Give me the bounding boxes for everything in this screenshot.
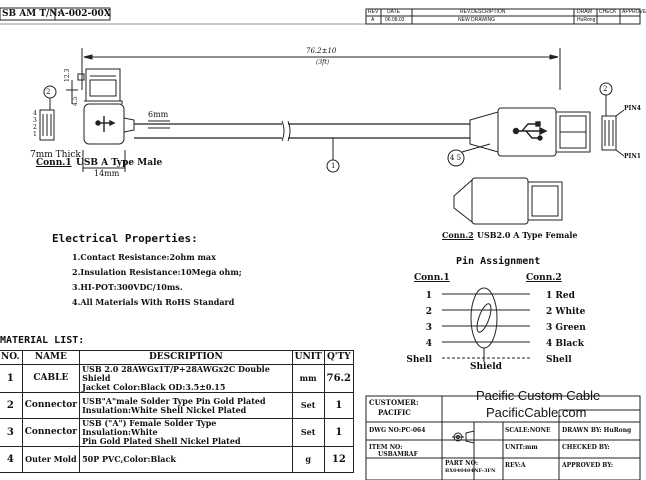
electrical-title: Electrical Properties: [52, 232, 198, 245]
dim-thickness-label: 4.5 [72, 96, 79, 106]
material-title: MATERIAL LIST: [0, 335, 85, 346]
rev-row-rev: A [371, 17, 375, 23]
customer-value: PACIFIC [378, 408, 411, 417]
rev-row-date: 06.08.03 [385, 17, 405, 23]
pin-assignment-title: Pin Assignment [456, 256, 541, 267]
mat-desc-line: USB"A"male Solder Type Pin Gold Plated [82, 395, 266, 406]
rev-header-draw: DRAW [577, 9, 593, 15]
length-label: 76.2±10 [306, 47, 337, 55]
dim-tip-label: 6mm [148, 110, 169, 119]
mat-desc-line: Pin Gold Plated Shell Nickel Plated [82, 436, 241, 446]
mat-desc-line: USB 2.0 28AWGx1T/P+28AWGx2C Double Shield [82, 364, 270, 383]
mat-unit: mm [292, 365, 324, 393]
electrical-item: 3.HI-POT:300VDC/10ms. [72, 282, 183, 292]
pin-left-item: Shell [406, 355, 432, 365]
mat-no: 2 [0, 393, 22, 419]
conn1-label: Conn.1 [36, 158, 72, 168]
balloon-2-right-text: 2 [603, 85, 608, 93]
pin-left-item: 1 [425, 291, 432, 301]
usb-logo-female [514, 122, 547, 140]
pin-left-item: 2 [425, 307, 432, 317]
mat-header-desc: DESCRIPTION [80, 351, 293, 365]
mat-desc-line: 50P PVC,Color:Black [82, 454, 176, 464]
mat-header-qty: Q'TY [324, 351, 353, 365]
rev-header-date: DATE [387, 9, 400, 15]
male-pin-numbers [33, 110, 37, 138]
pin-right-item: 3 Green [546, 323, 586, 333]
table-row [0, 419, 354, 447]
balloon-2-left-text: 2 [46, 88, 51, 96]
company-name: Pacific Custom Cable [476, 388, 601, 403]
pin-number: 2 [33, 124, 37, 131]
scale: SCALE:NONE [505, 427, 551, 434]
electrical-item: 1.Contact Resistance:2ohm max [72, 252, 216, 262]
dim-width-label: 12.3 [64, 68, 71, 82]
rev-row-desc: NEW DRAWING [458, 17, 496, 23]
length-sub-label: (3ft) [316, 59, 330, 66]
pin-number: 1 [33, 131, 37, 138]
rev: REV:A [505, 462, 526, 469]
conn1-desc: USB A Type Male [76, 158, 163, 168]
mat-no: 1 [0, 365, 22, 393]
pin-right-list [546, 288, 586, 368]
electrical-item: 4.All Materials With RoHS Standard [72, 297, 235, 307]
conn2-desc: USB2.0 A Type Female [477, 230, 578, 240]
mat-desc [80, 419, 293, 447]
pin-left-item: 4 [425, 339, 432, 349]
mat-unit: Set [292, 393, 324, 419]
pin-left-list [404, 288, 432, 368]
pin-right-item: 4 Black [546, 339, 584, 349]
drawn-by: DRAWN BY: HuRong [562, 427, 632, 434]
rev-header-desc: REV.DESCRIPTION [460, 9, 506, 15]
usb-logo-male [96, 116, 114, 132]
mat-desc-line: Insulation:White Shell Nickel Plated [82, 404, 247, 415]
female-connector-side-view [472, 178, 528, 224]
mat-unit: Set [292, 419, 324, 447]
pin-conn2-label: Conn.2 [526, 273, 562, 283]
electrical-list [72, 250, 242, 310]
pin-right-item: 1 Red [546, 291, 575, 301]
pin4-label: PIN4 [624, 105, 641, 112]
thick-label: 7mm Thick [30, 150, 81, 160]
pin-left-item: 3 [425, 323, 432, 333]
mat-desc-line: Jacket Color:Black OD:3.5±0.15 [82, 382, 226, 392]
pin-number: 4 [33, 110, 37, 117]
table-row [0, 447, 354, 473]
company-website: PacificCable.com [486, 405, 587, 420]
mat-no: 3 [0, 419, 22, 447]
part-number-value: A-002-00X [58, 9, 111, 19]
customer-label: CUSTOMER: [369, 398, 419, 407]
table-row [0, 393, 354, 419]
pin-right-item: 2 White [546, 307, 586, 317]
pin-conn1-label: Conn.1 [414, 273, 450, 283]
mat-qty: 76.2 [324, 365, 353, 393]
dwg-no: DWG NO:PC-064 [369, 427, 426, 434]
balloon-45-text: 4 5 [450, 154, 462, 162]
mat-name: Connector [22, 419, 79, 447]
mat-name: Outer Mold [22, 447, 79, 473]
conn2-label: Conn.2 [442, 230, 474, 240]
pin1-label: PIN1 [624, 153, 641, 160]
pin-number: 3 [33, 117, 37, 124]
approved-by: APPROVED BY: [562, 462, 614, 469]
part-number-label: SB AM T/N: [2, 9, 61, 19]
mat-unit: g [292, 447, 324, 473]
mat-name: CABLE [22, 365, 79, 393]
checked-by: CHECKED BY: [562, 444, 610, 451]
mat-header-no: NO. [0, 351, 22, 365]
mat-desc-line: USB ("A") Female Solder Type Insulation:White [82, 418, 217, 437]
mat-name: Connector [22, 393, 79, 419]
rev-header-approve: APPROVE [622, 9, 646, 15]
width-label: 14mm [94, 169, 120, 178]
pin-right-item: Shell [546, 355, 572, 365]
electrical-item: 2.Insulation Resistance:10Mega ohm; [72, 267, 242, 277]
mat-qty: 12 [324, 447, 353, 473]
item-no-label: ITEM NO: [369, 444, 403, 451]
mat-no: 4 [0, 447, 22, 473]
part-no-value: BX040404NF-3FN [445, 468, 496, 474]
balloon-1-text: 1 [331, 162, 336, 170]
shield-ellipse [471, 288, 497, 348]
unit: UNIT:mm [505, 444, 538, 451]
mat-desc [80, 447, 293, 473]
mat-desc [80, 365, 293, 393]
shield-label: Shield [470, 362, 502, 372]
mat-qty: 1 [324, 419, 353, 447]
mat-desc [80, 393, 293, 419]
rev-header-check: CHECK [599, 9, 617, 15]
table-row [0, 365, 354, 393]
item-no-value: USBAMRAF [378, 451, 418, 458]
part-no-label: PART NO: [445, 460, 479, 467]
mat-qty: 1 [324, 393, 353, 419]
rev-header-rev: REV [368, 9, 379, 15]
mat-header-unit: UNIT [292, 351, 324, 365]
mat-header-name: NAME [22, 351, 79, 365]
material-table [0, 350, 354, 473]
rev-row-draw: HuRong [577, 17, 596, 23]
